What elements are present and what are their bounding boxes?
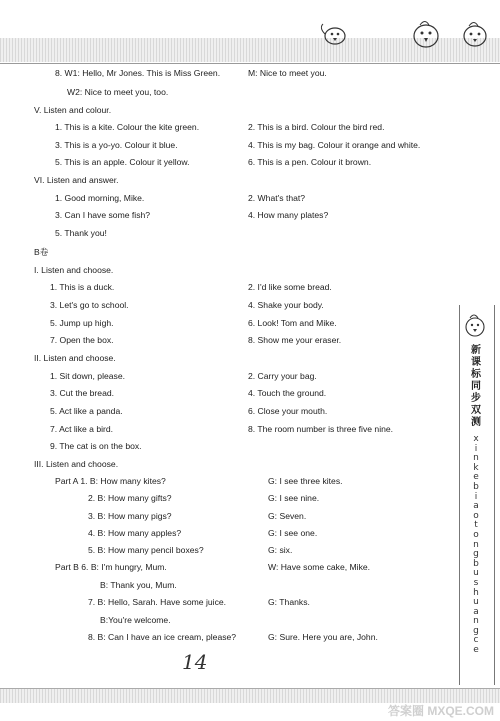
text-line: 3. Can I have some fish? [55, 210, 151, 220]
sidebar-title: 新 课 标 同 步 双 测 [471, 345, 481, 428]
text-line: G: I see one. [268, 528, 318, 538]
text-line: G: Thanks. [268, 597, 310, 607]
text-line: 1. Good morning, Mike. [55, 193, 145, 203]
text-line: 6. Close your mouth. [248, 406, 328, 416]
text-line: 8. W1: Hello, Mr Jones. This is Miss Green. [55, 68, 221, 78]
text-line: 3. This is a yo-yo. Colour it blue. [55, 140, 178, 150]
text-line: G: Sure. Here you are, John. [268, 632, 378, 642]
text-line: Part A 1. B: How many kites? [55, 476, 166, 486]
text-line: 8. The room number is three five nine. [248, 424, 394, 434]
text-line: 2. What's that? [248, 193, 306, 203]
text-line: 4. B: How many apples? [88, 528, 182, 538]
text-line: 8. B: Can I have an ice cream, please? [88, 632, 237, 642]
text-line: M: Nice to meet you. [248, 68, 327, 78]
text-line: 4. This is my bag. Colour it orange and white. [248, 140, 421, 150]
text-line: VI. Listen and answer. [34, 175, 119, 185]
text-line: 2. Carry your bag. [248, 371, 317, 381]
text-line: 4. Touch the ground. [248, 388, 327, 398]
header-rule [0, 63, 500, 64]
text-line: B: Thank you, Mum. [100, 580, 177, 590]
text-line: V. Listen and colour. [34, 105, 112, 115]
text-line: 3. Let's go to school. [50, 300, 129, 310]
text-line: 5. Thank you! [55, 228, 107, 238]
text-line: 5. Act like a panda. [50, 406, 123, 416]
text-line: II. Listen and choose. [34, 353, 116, 363]
text-line: 5. This is an apple. Colour it yellow. [55, 157, 190, 167]
text-line: 7. Open the box. [50, 335, 114, 345]
text-line: 6. This is a pen. Colour it brown. [248, 157, 372, 167]
bird-icon [455, 14, 495, 54]
text-line: Part B 6. B: I'm hungry, Mum. [55, 562, 167, 572]
text-line: G: six. [268, 545, 293, 555]
text-line: B:You're welcome. [100, 615, 171, 625]
page-number: 14 [182, 650, 208, 674]
text-line: 4. Shake your body. [248, 300, 324, 310]
text-line: 2. I'd like some bread. [248, 282, 332, 292]
text-line: W: Have some cake, Mike. [268, 562, 371, 572]
text-line: 7. Act like a bird. [50, 424, 114, 434]
text-line: 1. Sit down, please. [50, 371, 126, 381]
text-line: III. Listen and choose. [34, 459, 119, 469]
text-line: 3. B: How many pigs? [88, 511, 172, 521]
text-line: I. Listen and choose. [34, 265, 114, 275]
text-line: 3. Cut the bread. [50, 388, 115, 398]
text-line: 1. This is a duck. [50, 282, 115, 292]
footer-decor-bar [0, 688, 500, 703]
text-line: 2. B: How many gifts? [88, 493, 172, 503]
text-line: 1. This is a kite. Colour the kite green. [55, 122, 200, 132]
text-line: G: I see three kites. [268, 476, 343, 486]
text-line: 2. This is a bird. Colour the bird red. [248, 122, 385, 132]
bird-icon [405, 14, 447, 54]
text-line: 5. Jump up high. [50, 318, 114, 328]
bird-icon [315, 14, 355, 54]
text-line: G: I see nine. [268, 493, 320, 503]
text-line: 4. How many plates? [248, 210, 329, 220]
text-line: 7. B: Hello, Sarah. Have some juice. [88, 597, 227, 607]
text-line: G: Seven. [268, 511, 307, 521]
text-line: 9. The cat is on the box. [50, 441, 142, 451]
text-line: 8. Show me your eraser. [248, 335, 342, 345]
text-line: W2: Nice to meet you, too. [67, 87, 169, 97]
text-line: B卷 [34, 247, 49, 257]
text-line: 6. Look! Tom and Mike. [248, 318, 337, 328]
watermark: 答案圈 MXQE.COM [387, 704, 494, 718]
text-line: 5. B: How many pencil boxes? [88, 545, 204, 555]
sidebar-pinyin: x i n k e b i a o t o n g b u s h u a n g c e [473, 434, 479, 656]
